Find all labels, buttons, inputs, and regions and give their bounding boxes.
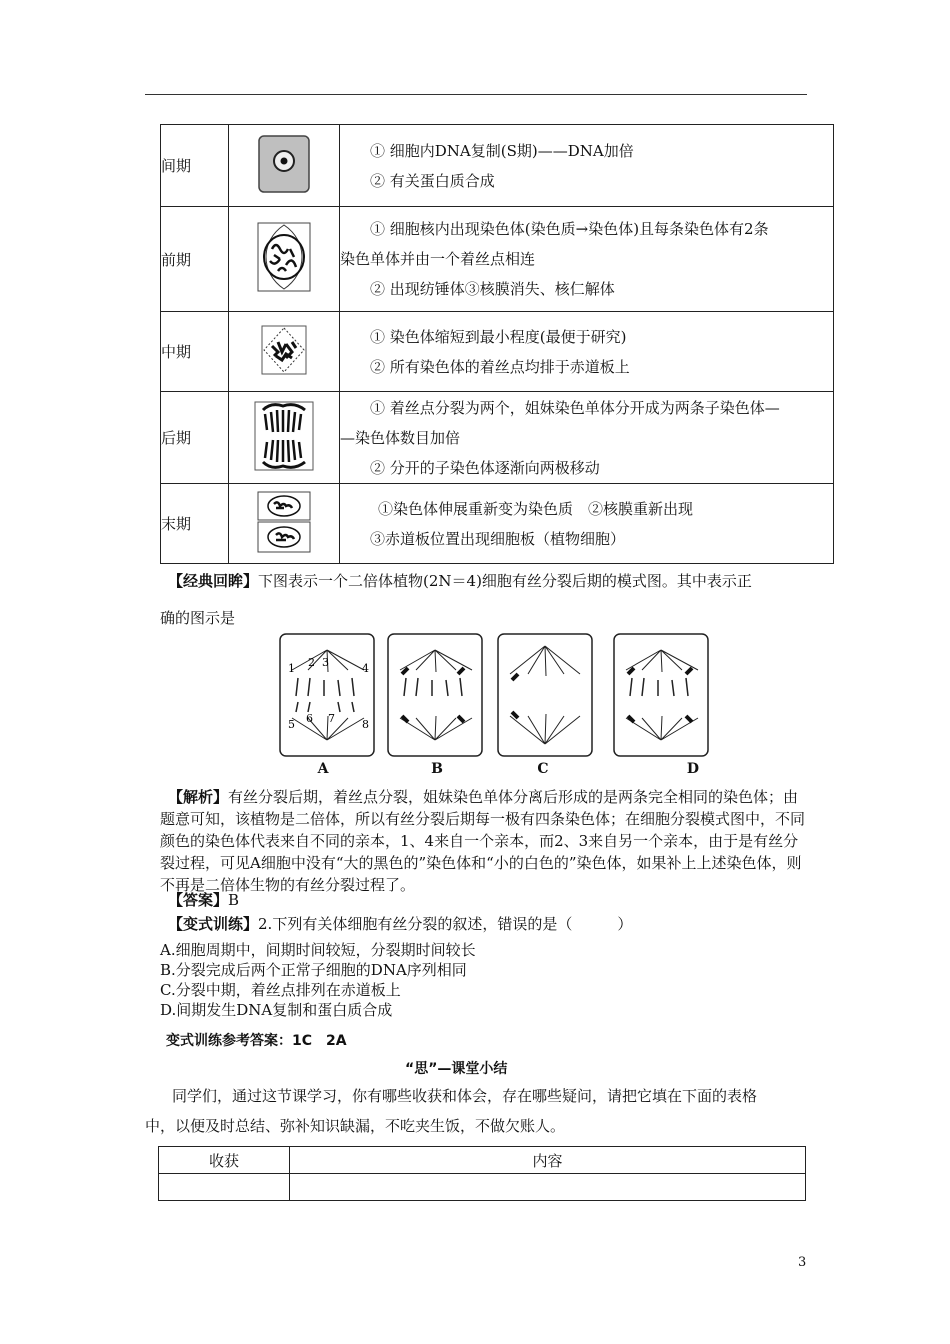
summary-col-content: 内容 — [290, 1147, 806, 1174]
desc-line: ② 出现纺锤体③核膜消失、核仁解体 — [370, 280, 615, 298]
desc-line: 染色单体并由一个着丝点相连 — [340, 250, 536, 268]
variant-answer-line: 变式训练参考答案：1C 2A — [166, 1033, 347, 1049]
table-row — [161, 484, 834, 564]
table-row — [159, 1174, 806, 1201]
answer-value: B — [228, 891, 240, 909]
variant-question-text: 2.下列有关体细胞有丝分裂的叙述，错误的是（ ） — [258, 915, 633, 933]
summary-table — [158, 1146, 806, 1201]
answer-tag: 【答案】 — [168, 891, 229, 909]
classic-review — [160, 565, 820, 635]
desc-line: ② 所有染色体的着丝点均排于赤道板上 — [370, 357, 630, 376]
desc-line: ①染色体伸展重新变为染色质 ②核膜重新出现 — [378, 499, 694, 518]
classic-text: 确的图示是 — [160, 609, 236, 627]
desc-line: ② 有关蛋白质合成 — [370, 171, 495, 190]
option-item: B.分裂完成后两个正常子细胞的DNA序列相同 — [160, 961, 467, 979]
chromosome-number: 1 — [288, 662, 295, 675]
variant-tag: 【变式训练】 — [168, 915, 259, 933]
desc-line: ① 染色体缩短到最小程度(最便于研究) — [370, 327, 627, 346]
phase-name: 末期 — [161, 484, 229, 564]
figure-label-d: D — [686, 761, 700, 777]
phase-name: 中期 — [161, 312, 229, 392]
option-a-figure — [280, 634, 374, 756]
phase-description — [340, 392, 834, 484]
anaphase-cell-image — [229, 392, 340, 484]
desc-line: ① 细胞内DNA复制(S期)——DNA加倍 — [370, 141, 634, 160]
telophase-cell-image — [229, 484, 340, 564]
option-item: D.间期发生DNA复制和蛋白质合成 — [160, 1001, 393, 1019]
phase-description — [340, 125, 834, 207]
chromosome-number: 3 — [322, 656, 329, 669]
option-item: C.分裂中期，着丝点排列在赤道板上 — [160, 981, 401, 999]
table-row — [161, 125, 834, 207]
answer-line — [168, 890, 239, 910]
figure-label-b: B — [431, 761, 443, 777]
summary-heading: “思”—课堂小结 — [405, 1061, 508, 1077]
desc-line: ② 分开的子染色体逐渐向两极移动 — [370, 458, 600, 477]
phase-name: 后期 — [161, 392, 229, 484]
prophase-cell-image — [229, 207, 340, 312]
option-d-figure — [614, 634, 708, 756]
summary-paragraph-line: 同学们，通过这节课学习，你有哪些收获和体会，存在哪些疑问，请把它填在下面的表格 — [172, 1087, 758, 1105]
summary-col-gains: 收获 — [159, 1147, 290, 1174]
table-row — [159, 1147, 806, 1174]
option-b-figure — [388, 634, 482, 756]
summary-cell-empty[interactable] — [159, 1174, 290, 1201]
figure-label-c: C — [537, 761, 549, 777]
desc-line: —染色体数目加倍 — [340, 428, 461, 447]
phase-name: 前期 — [161, 207, 229, 312]
phase-description — [340, 312, 834, 392]
table-row — [161, 312, 834, 392]
variant-options — [160, 940, 476, 1020]
chromosome-number: 7 — [328, 712, 335, 725]
option-item: A.细胞周期中，间期时间较短，分裂期时间较长 — [160, 941, 476, 959]
summary-paragraph-line: 中，以便及时总结、弥补知识缺漏，不吃夹生饭，不做欠账人。 — [145, 1117, 566, 1135]
option-c-figure — [498, 634, 592, 756]
chromosome-number: 8 — [362, 718, 369, 731]
phase-description — [340, 207, 834, 312]
variant-question — [168, 914, 632, 934]
analysis-tag: 【解析】 — [168, 788, 229, 806]
desc-line: ① 细胞核内出现染色体(染色质→染色体)且每条染色体有2条 — [370, 220, 769, 238]
metaphase-cell-image — [229, 312, 340, 392]
analysis-text: 有丝分裂后期，着丝点分裂，姐妹染色单体分离后形成的是两条完全相同的染色体；由题意可知，该植物是二倍体，所以有丝分裂后期每一极有四条染色体；在细胞分裂模式图中，不同颜色的染色体代表来自不同的亲本，1、4来自一个亲本，而2、3来自另一个亲本，由于是有丝分裂过程，可见A细胞中没有“大的黑色的”染色体和“小的白色的”染色体，如果补上上述染色体，则不再是二倍体生物的有丝分裂过程了。 — [160, 788, 806, 894]
interphase-cell-image — [229, 125, 340, 207]
phase-description — [340, 484, 834, 564]
classic-tag: 【经典回眸】 — [168, 572, 259, 590]
table-row — [161, 392, 834, 484]
summary-cell-empty[interactable] — [290, 1174, 806, 1201]
chromosome-number: 2 — [308, 656, 315, 669]
classic-text: 下图表示一个二倍体植物(2N＝4)细胞有丝分裂后期的模式图。其中表示正 — [258, 572, 752, 590]
figure-label-a: A — [317, 761, 329, 777]
header-rule — [145, 94, 807, 95]
page-number: 3 — [798, 1255, 807, 1270]
analysis-paragraph — [160, 786, 810, 896]
mitosis-phase-table — [160, 124, 834, 564]
table-row — [161, 207, 834, 312]
chromosome-number: 4 — [362, 662, 369, 675]
anaphase-options-figure — [278, 632, 728, 777]
desc-line: ③赤道板位置出现细胞板（植物细胞） — [370, 529, 626, 548]
chromosome-number: 6 — [306, 712, 313, 725]
phase-name: 间期 — [161, 125, 229, 207]
chromosome-number: 5 — [288, 718, 295, 731]
desc-line: ① 着丝点分裂为两个，姐妹染色单体分开成为两条子染色体— — [370, 398, 780, 417]
